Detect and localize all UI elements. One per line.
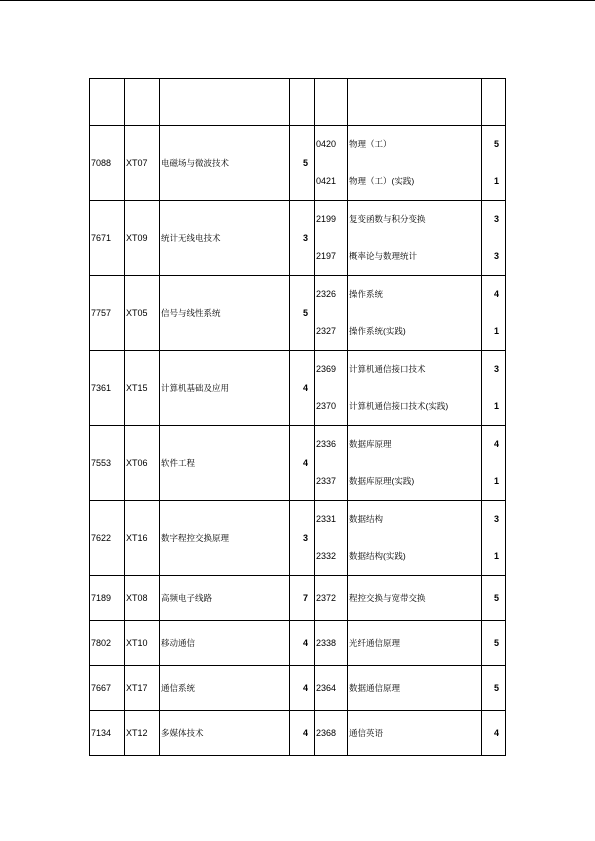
course-name-cell: 信号与线性系统 — [160, 276, 290, 351]
sub-credit-text: 5 — [493, 139, 499, 149]
sub-code-cell — [315, 426, 348, 501]
sub-name-text: 操作系统 — [349, 289, 384, 300]
sub-code-text: 2199 — [316, 214, 337, 224]
sub-name-text: 操作系统(实践) — [349, 326, 406, 337]
header-cell — [90, 79, 125, 126]
sub-name-cell — [348, 201, 482, 276]
header-cell — [315, 79, 348, 126]
course-credit-cell: 4 — [290, 426, 315, 501]
table-row — [90, 576, 506, 621]
course-credit-cell: 3 — [290, 501, 315, 576]
sub-credit-text: 1 — [493, 176, 499, 186]
course-credit-cell: 5 — [290, 276, 315, 351]
sub-credit-text: 1 — [493, 326, 499, 336]
sub-credit-text: 3 — [493, 364, 499, 374]
sub-credit-cell — [482, 576, 506, 621]
course-name-cell: 电磁场与微波技术 — [160, 126, 290, 201]
course-id-cell: XT17 — [125, 666, 160, 711]
sub-name-text: 数据库原理 — [349, 439, 392, 450]
sub-credit-cell — [482, 201, 506, 276]
sub-name-text: 数据结构 — [349, 514, 384, 525]
sub-code-cell — [315, 621, 348, 666]
course-credit-cell: 4 — [290, 666, 315, 711]
sub-code-text: 2369 — [316, 364, 337, 374]
table-row — [90, 201, 506, 276]
exam-code-cell: 7671 — [90, 201, 125, 276]
sub-name-cell — [348, 666, 482, 711]
course-credit-cell: 4 — [290, 351, 315, 426]
exam-code-cell: 7189 — [90, 576, 125, 621]
sub-credit-text: 5 — [493, 637, 499, 648]
sub-name-text: 物理（工）(实践) — [349, 176, 415, 187]
course-id-cell: XT05 — [125, 276, 160, 351]
sub-code-text: 2197 — [316, 251, 337, 261]
sub-code-text: 2338 — [316, 637, 337, 648]
header-cell — [160, 79, 290, 126]
course-id-cell: XT08 — [125, 576, 160, 621]
course-name-cell: 通信系统 — [160, 666, 290, 711]
sub-code-cell — [315, 711, 348, 756]
sub-credit-text: 5 — [493, 682, 499, 693]
sub-code-cell — [315, 126, 348, 201]
sub-code-cell — [315, 501, 348, 576]
sub-code-text: 2337 — [316, 476, 337, 486]
sub-code-text: 0421 — [316, 176, 337, 186]
sub-credit-text: 3 — [493, 214, 499, 224]
sub-credit-text: 1 — [493, 401, 499, 411]
exam-code-cell: 7553 — [90, 426, 125, 501]
sub-credit-text: 5 — [493, 592, 499, 603]
sub-name-cell — [348, 426, 482, 501]
header-cell — [482, 79, 506, 126]
sub-name-text: 计算机通信接口技术 — [349, 364, 426, 375]
course-name-cell: 统计无线电技术 — [160, 201, 290, 276]
header-cell — [290, 79, 315, 126]
sub-name-text: 概率论与数理统计 — [349, 251, 418, 262]
table-row — [90, 621, 506, 666]
sub-code-text: 2326 — [316, 289, 337, 299]
exam-code-cell: 7757 — [90, 276, 125, 351]
course-credit-cell: 4 — [290, 711, 315, 756]
sub-name-text: 数据通信原理 — [349, 682, 401, 693]
sub-code-text: 2336 — [316, 439, 337, 449]
header-cell — [125, 79, 160, 126]
sub-code-text: 2364 — [316, 682, 337, 693]
exam-code-cell: 7622 — [90, 501, 125, 576]
course-name-cell: 软件工程 — [160, 426, 290, 501]
exam-code-cell: 7667 — [90, 666, 125, 711]
course-id-cell: XT06 — [125, 426, 160, 501]
sub-credit-cell — [482, 426, 506, 501]
table-row — [90, 501, 506, 576]
sub-code-text: 2368 — [316, 727, 337, 738]
sub-credit-text: 3 — [493, 514, 499, 524]
course-name-cell: 计算机基础及应用 — [160, 351, 290, 426]
sub-credit-text: 3 — [493, 251, 499, 261]
course-name-cell: 高频电子线路 — [160, 576, 290, 621]
course-name-cell: 移动通信 — [160, 621, 290, 666]
sub-name-text: 程控交换与宽带交换 — [349, 592, 426, 603]
sub-name-text: 物理（工） — [349, 139, 392, 150]
course-credit-cell: 4 — [290, 621, 315, 666]
course-id-cell: XT10 — [125, 621, 160, 666]
course-id-cell: XT16 — [125, 501, 160, 576]
table-row — [90, 126, 506, 201]
sub-credit-text: 4 — [493, 727, 499, 738]
table-row — [90, 426, 506, 501]
sub-code-text: 2370 — [316, 401, 337, 411]
exam-code-cell: 7134 — [90, 711, 125, 756]
table-row — [90, 666, 506, 711]
course-id-cell: XT12 — [125, 711, 160, 756]
sub-credit-cell — [482, 276, 506, 351]
table-row — [90, 711, 506, 756]
sub-name-cell — [348, 576, 482, 621]
sub-name-text: 通信英语 — [349, 727, 384, 738]
sub-code-cell — [315, 201, 348, 276]
sub-name-text: 数据结构(实践) — [349, 551, 406, 562]
course-name-cell: 数字程控交换原理 — [160, 501, 290, 576]
exam-code-cell: 7088 — [90, 126, 125, 201]
sub-code-text: 0420 — [316, 139, 337, 149]
sub-credit-text: 4 — [493, 289, 499, 299]
sub-name-text: 光纤通信原理 — [349, 637, 401, 648]
sub-credit-text: 1 — [493, 476, 499, 486]
sub-name-cell — [348, 621, 482, 666]
sub-credit-cell — [482, 666, 506, 711]
sub-credit-text: 4 — [493, 439, 499, 449]
sub-name-text: 计算机通信接口技术(实践) — [349, 401, 449, 412]
sub-code-cell — [315, 351, 348, 426]
sub-code-cell — [315, 576, 348, 621]
sub-name-cell — [348, 351, 482, 426]
page-top-border — [0, 0, 595, 1]
course-credit-cell: 3 — [290, 201, 315, 276]
header-cell — [348, 79, 482, 126]
course-id-cell: XT09 — [125, 201, 160, 276]
sub-credit-cell — [482, 711, 506, 756]
sub-name-text: 复变函数与积分变换 — [349, 214, 426, 225]
sub-name-text: 数据库原理(实践) — [349, 476, 415, 487]
sub-name-cell — [348, 126, 482, 201]
sub-code-text: 2372 — [316, 592, 337, 603]
sub-code-cell — [315, 666, 348, 711]
exam-code-cell: 7361 — [90, 351, 125, 426]
sub-code-text: 2331 — [316, 514, 337, 524]
sub-credit-cell — [482, 501, 506, 576]
sub-credit-text: 1 — [493, 551, 499, 561]
sub-name-cell — [348, 501, 482, 576]
header-row — [90, 79, 506, 126]
course-credit-cell: 5 — [290, 126, 315, 201]
sub-code-text: 2332 — [316, 551, 337, 561]
sub-code-text: 2327 — [316, 326, 337, 336]
sub-credit-cell — [482, 126, 506, 201]
sub-credit-cell — [482, 351, 506, 426]
sub-credit-cell — [482, 621, 506, 666]
table-row — [90, 276, 506, 351]
course-replacement-table — [89, 78, 506, 756]
exam-code-cell: 7802 — [90, 621, 125, 666]
course-id-cell: XT07 — [125, 126, 160, 201]
sub-name-cell — [348, 711, 482, 756]
course-credit-cell: 7 — [290, 576, 315, 621]
course-name-cell: 多媒体技术 — [160, 711, 290, 756]
course-id-cell: XT15 — [125, 351, 160, 426]
sub-name-cell — [348, 276, 482, 351]
sub-code-cell — [315, 276, 348, 351]
table-row — [90, 351, 506, 426]
